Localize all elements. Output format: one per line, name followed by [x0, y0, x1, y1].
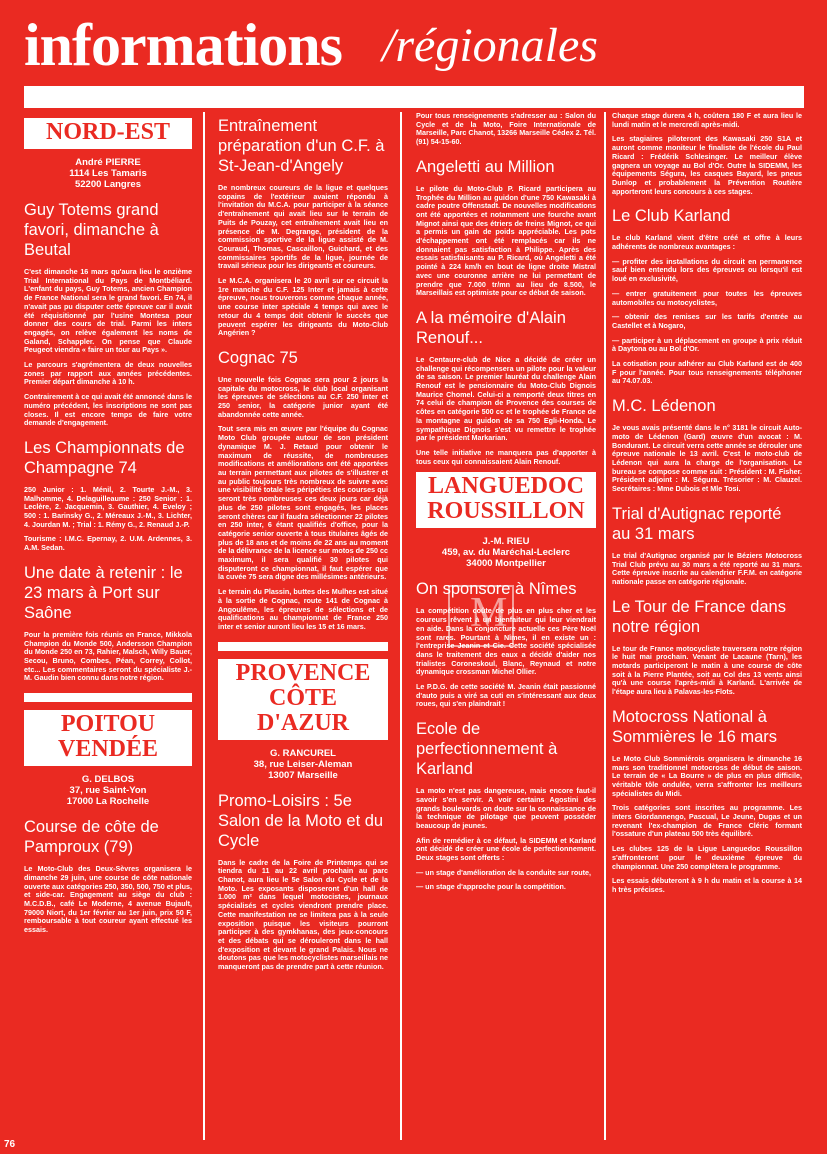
article-headline: Promo-Loisirs : 5e Salon de la Moto et du Cycle: [218, 791, 384, 850]
region-title-line2: CÔTE D'AZUR: [256, 684, 349, 736]
header-rule: [24, 86, 804, 108]
article-headline: Les Championnats de Champagne 74: [24, 438, 185, 477]
article-paragraph: Le club Karland vient d'être créé et offre à leurs adhérents de nombreux avantages :: [612, 233, 802, 252]
article-headline: Trial d'Autignac reporté au 31 mars: [612, 504, 782, 543]
column-1: [24, 112, 192, 1132]
article-paragraph: Le terrain du Plassin, buttes des Mulhes est situé à la sortie de Cognac, route 141 de Cognac à Angoulême, les épreuves de sélections et de qualifications au championnat de France 250 inter et senior auront lieu les 15 et 16 mars.: [218, 587, 388, 631]
article-paragraph: Le trial d'Autignac organisé par le Béziers Motocross Trial Club prévu au 30 mars a été reporté au 31 mars. Cette épreuve inscrite au calendrier F.F.M. en catégorie nationale passe en catégorie régionale.: [612, 550, 802, 586]
article-headline: Motocross National à Sommières le 16 mars: [612, 707, 778, 746]
correspondent-street: 459, av. du Maréchal-Leclerc: [441, 547, 571, 559]
article-totems: [24, 200, 192, 428]
article-paragraph: La compétition coûte de plus en plus cher et les coureurs rêvent à un bienfaiteur qui leur viendrait en aide. Dans la conjoncture actuelle ces Père Noël sont rares. Pourtant à Nîmes, il en existe un : l'entreprise Jeanin et Cie. Cette société spécialisée dans le traitement des eaux a décidé d'aider nos trialistes Coroneskoul, Blanc, Reynaud et notre dynamique crossman Michel Ollier.: [416, 606, 596, 677]
correspondent-city: 34000 Montpellier: [466, 558, 546, 570]
region-title-line1: POITOU: [60, 711, 156, 738]
article-paragraph: Le P.D.G. de cette société M. Jeanin était passionné d'auto puis a viré sa cuti en s'intéressant aux deux roues, qui s'en plaindrait !: [416, 682, 596, 709]
region-banner-poitou-vendee: [24, 710, 192, 766]
article-paragraph: Les clubes 125 de la Ligue Languedoc Roussillon s'affronteront pour le deuxième épreuve du championnat. Une 250 complètera le programme.: [612, 844, 802, 871]
article-paragraph: Une nouvelle fois Cognac sera pour 2 jours la capitale du motocross, le club local organisant les épreuves de sélections au C.F. 250 inter et 250 senior, la catégorie junior ayant été abandonnée cette année.: [218, 374, 388, 419]
correspondent-street: 1114 Les Tamaris: [69, 168, 147, 179]
correspondent-street: 37, rue Saint-Yon: [69, 785, 147, 797]
article-headline: Ecole de perfectionnement à Karland: [416, 720, 558, 779]
article-sommieres: [612, 707, 802, 895]
correspondent-name: G. DELBOS: [81, 774, 135, 786]
article-paragraph: Le parcours s'agrémentera de deux nouvelles zones par rapport aux années précédentes. Premier départ dimanche à 10 h.: [24, 360, 192, 387]
article-paragraph: Chaque stage durera 4 h, coûtera 180 F et aura lieu le lundi matin et le mercredi après-midi.: [612, 112, 802, 129]
correspondent-name: G. RANCUREL: [270, 747, 336, 759]
article-paragraph: Pour tous renseignements s'adresser au : Salon du Cycle et de la Moto, Foire Internationale de Marseille, Parc Chanot, 13266 Marseille Cédex 2. Tél. (91) 54-15-60.: [416, 112, 596, 147]
region-banner-provence: [218, 659, 388, 740]
article-salon-contact: [416, 112, 596, 147]
article-paragraph: 250 Junior : 1. Ménil, 2. Tourte J.-M., 3. Malhomme, 4. Delaguilleaume : 250 Senior : 1. Leclère, 2. Jacquemin, 3. Gauthier, 4. Eveloy ; 500 : 1. Barinsky G., 2. Méreaux J.-M., 3. Lichter, 4. Jourdan M. ; Trial : 1. Rémy G., 2. Renaud J.-P.: [24, 484, 192, 529]
header-title-italic: /régionales: [382, 19, 598, 72]
correspondent-address: [218, 748, 388, 781]
article-paragraph: — un stage d'approche pour la compétition.: [416, 882, 566, 892]
article-headline: Angeletti au Million: [416, 157, 555, 176]
article-paragraph: — obtenir des remises sur les tarifs d'entrée au Castellet et à Nogaro,: [612, 312, 802, 330]
article-paragraph: Tout sera mis en œuvre par l'équipe du Cognac Moto Club groupée autour de son président dynamique M. J. Retaud pour obtenir le maximum de réussite, de nombreuses modifications et améliorations ont été apportées au terrain permettant aux pilotes de s'illustrer et au public toujours très nombreux de suivre avec une visibilité totale les péripéties des courses qui seront très nombreuses ces deux jours car déjà plus de 250 pilotes sont engagés, les places seront chères car il faudra sélectionner 22 pilotes en 250 inter, 6 étant qualifiés d'office, pour la catégorie senior ouverte à tous titulaires âgés de plus de 18 ans et de moins de 22 ans au moment de la délivrance de la licence sur motos de 250 cc maximum, il sera qualifié 30 pilotes qui disputeront ce championnat, il faut espérer que la cuvée 75 sera digne des millésimes antérieurs.: [218, 424, 388, 582]
article-tour-de-france: [612, 597, 802, 697]
article-paragraph: — entrer gratuitement pour toutes les épreuves automobiles ou motocyclistes,: [612, 288, 802, 307]
correspondent-address: [416, 536, 596, 569]
page-header: [24, 8, 804, 78]
separator-band: [218, 642, 388, 651]
library-stamp-watermark: [448, 585, 514, 647]
article-paragraph: Une telle initiative ne manquera pas d'apporter à tous ceux qui connaissaient Alain Renouf.: [416, 447, 596, 466]
article-angely: [218, 116, 388, 338]
correspondent-city: 17000 La Rochelle: [66, 796, 150, 808]
article-headline: Entraînement préparation d'un C.F. à St-Jean-d'Angely: [218, 117, 385, 175]
correspondent-city: 52200 Langres: [74, 179, 141, 190]
correspondent-address: [24, 157, 192, 190]
article-paragraph: Les essais débuteront à 9 h du matin et la course à 14 h très précises.: [612, 876, 802, 894]
article-pamproux: [24, 817, 192, 935]
article-paragraph: De nombreux coureurs de la ligue et quelques copains de l'extérieur avaient répondu à l'invitation du M.C.A. pour participer à la séance d'entraînement qui avait lieu sur le terrain de Puits de Pouzay, cet entraînement avait lieu en présence de M. Degrange, président de la commission sportive de la ligue assisté de M. Couraud, Thomas, Cascaillon, Guichard, et des commissaires sportifs de la ligue, journée de travail sérieux pour les dirigeants et coureurs.: [218, 183, 388, 271]
article-paragraph: Le pilote du Moto-Club P. Ricard participera au Trophée du Million au guidon d'une 750 Kawasaki à cadre poutre Offenstadt. De nouvelles modifications ont été apportées et notamment une fourche avant Mignot ainsi que des étriers de freins Mignot, ce qui a permis un gain de poids appréciable. Les pots d'échappement ont été remplacés car ils ne donnaient pas satisfaction à Philippe. Après des essais satisfaisants au P. Ricard, où Angeletti a été pointé à 224 km/h en bout de ligne droite Mistral avec une couronne arrière ne lui permettant de prendre que 7.000 tr/mn au lieu de 8.500, le Marseillais est optimiste pour ce début de saison.: [416, 183, 596, 298]
article-paragraph: — un stage d'amélioration de la conduite sur route,: [416, 867, 592, 877]
article-club-karland: [612, 206, 802, 386]
article-angeletti: [416, 157, 596, 298]
article-paragraph: Le Moto-Club des Deux-Sèvres organisera le dimanche 29 juin, une course de côte nationale ouverte aux catégories 250, 350, 500, 750 et plus, et side-car. Engagement au siège du club : M.C.D.B., café Le Moderne, 4 avenue Bujault, 79000 Niort, du 1er février au 1er juin, prix 50 F, remboursable à tout coureur ayant effectué les essais.: [24, 864, 192, 935]
article-cognac: [218, 348, 388, 632]
column-divider: [604, 112, 606, 1140]
article-paragraph: Le tour de France motocycliste traversera notre région le huit mai prochain. Venant de Lacaune (Tarn), les motards participeront le matin à une course de côte soit à la Pierre Plantée, soit au Col des 13 vents ainsi qu'à une course l'après-midi à Karland. L'arrivée de l'étape aura lieu à Palavas-les-Flots.: [612, 643, 802, 697]
article-headline: Course de côte de Pamproux (79): [24, 818, 159, 857]
article-headline: Une date à retenir : le 23 mars à Port sur Saône: [24, 563, 183, 622]
column-divider: [400, 112, 402, 1140]
article-port-sur-saone: [24, 563, 192, 683]
article-paragraph: Le Centaure-club de Nice a décidé de créer un challenge qui récompensera un pilote pour la valeur de sa saison. Le premier lauréat du challenge Alain Renouf est le pensionnaire du Moto-Club Dignois Maurice Chomel. Celui-ci a remporté deux titres en 74 celui de champion de Provence des courses de côtes en catégorie 500 cc et le trophée de France de la montagne au guidon de sa 750 Egli-Honda. Le sympathique Dignois s'est vu remettre le trophée par le président Markarian.: [416, 354, 596, 443]
region-title-line2: VENDÉE: [57, 736, 159, 763]
article-paragraph: Trois catégories sont inscrites au programme. Les inters Giordannengo, Pascual, Le Jeune, Dugas et un revenant l'ex-champion de France Cléric formant l'ossature d'un plateau 500 très équilibré.: [612, 803, 802, 839]
article-headline: A la mémoire d'Alain Renouf...: [416, 308, 566, 347]
article-ledenon: [612, 396, 802, 494]
separator-band: [24, 693, 192, 702]
region-banner-nord-est: [24, 118, 192, 149]
article-paragraph: — profiter des installations du circuit en permanence sauf bien entendu lors des épreuves ou lorsqu'il est loué en exclusivité,: [612, 256, 802, 284]
article-paragraph: Les stagiaires piloteront des Kawasaki 250 S1A et auront comme moniteur le finaliste de l'école du Paul Ricard : Frédérik Schlesinger. Le meilleur élève gagnera un voyage au Bol d'Or. Outre la SIDEMM, les équipements Ségura, les casques Bayard, les pneus Dunlop et probablement la Prévention Routière apporteront leurs concours à ces stages.: [612, 134, 802, 196]
correspondent-street: 38, rue Leiser-Aleman: [253, 758, 353, 770]
article-headline: Guy Totems grand favori, dimanche à Beutal: [24, 201, 159, 259]
article-paragraph: Le Moto Club Sommiérois organisera le dimanche 16 mars son traditionnel motocross de début de saison. Le terrain de « La Bourre » de plus en plus difficile, véritable tôle ondulée, verra s'affronter les meilleurs spécialistes du Midi.: [612, 753, 802, 798]
article-promo-loisirs: [218, 791, 388, 972]
watermark-letter: M: [470, 590, 508, 636]
region-title-line2: ROUSSILLON: [427, 498, 585, 525]
article-champagne: [24, 438, 192, 553]
article-autignac: [612, 504, 802, 587]
article-paragraph: Le M.C.A. organisera le 20 avril sur ce circuit la 1re manche du C.F. 125 Inter et jamais à cette épreuve, nous trouverons comme chaque année, une course inter spéciale 4 temps qui avec le retour du 4 temps doit obtenir le succès que peuvent espérer les dirigeants du Moto-Club Angérien ?: [218, 276, 388, 338]
article-paragraph: La cotisation pour adhérer au Club Karland est de 400 F pour l'année. Pour tous renseignements téléphoner au 74.07.03.: [612, 359, 802, 386]
correspondent-name: J.-M. RIEU: [482, 536, 530, 548]
article-headline: Le Tour de France dans notre région: [612, 597, 786, 636]
article-paragraph: Contrairement à ce qui avait été annoncé dans le numéro précédent, les inscriptions ne sont pas closes. Il est encore temps de faire votre demande d'engagement.: [24, 392, 192, 428]
correspondent-name: André PIERRE: [75, 157, 141, 168]
region-title-line1: LANGUEDOC: [427, 473, 584, 500]
article-headline: Cognac 75: [218, 348, 298, 367]
article-paragraph: C'est dimanche 16 mars qu'aura lieu le onzième Trial International du Pays de Montbéliard. L'enfant du pays, Guy Totems, ancien Champion de France National sera le grand favori. En 74, il n'avait pas pu disputer cette épreuve car il avait été réquisitionné par l'usine Montesa pour donner des cours de trial. Parmi les inters engagés, on relève également les noms de Galand, Schappler. On pense que Claude Peugeot viendra « faire un tour au Pays ».: [24, 267, 192, 355]
article-headline: Le Club Karland: [612, 207, 731, 226]
article-paragraph: — participer à un déplacement en groupe à prix réduit à Daytona ou au Bol d'Or.: [612, 335, 802, 354]
article-paragraph: Pour la première fois réunis en France, Mikkola Champion du Monde 500, Andersson Champion du Monde 250 en 73, Rahier, Malsch, Willy Bauer, Secou, Bruno, Combes, Péan, Correy, Collot, etc... Les commentaires seront du spécialiste J.-M. Gaudin bien connu dans notre région.: [24, 629, 192, 683]
region-title-line1: PROVENCE: [235, 659, 371, 686]
article-paragraph: Dans le cadre de la Foire de Printemps qui se tiendra du 11 au 22 avril prochain au parc Chanot, aura lieu le 5e Salon du Cycle et de la Moto. Les exposants disposeront d'un hall de 1.000 m² dans lequel motocistes, journaux spécialisés et cycles viendront prendre place. Cette manifestation ne se limitera pas à la seule exposition puisque les visiteurs pourront participer à des gymkhanas, des jeux-concours et des débats qui se dérouleront dans le hall d'exposition et devant le grand Palais. Nous ne doutons pas que les motocyclistes marseillais ne manqueront pas de prendre part à cette réunion.: [218, 857, 388, 972]
article-paragraph: Tourisme : I.M.C. Epernay, 2. U.M. Ardennes, 3. A.M. Sedan.: [24, 534, 192, 553]
column-2: [218, 112, 388, 1132]
region-banner-languedoc: [416, 472, 596, 528]
article-headline: M.C. Lédenon: [612, 397, 716, 416]
article-ecole-karland: [416, 719, 596, 892]
correspondent-city: 13007 Marseille: [268, 769, 338, 781]
article-paragraph: La moto n'est pas dangereuse, mais encore faut-il savoir s'en servir. A voir certains Agostini des grands boulevards on doute sur la connaissance de la technique de pilotage que peuvent posséder beaucoup de jeunes.: [416, 786, 596, 830]
region-title: NORD-EST: [45, 119, 171, 145]
column-divider: [203, 112, 205, 1140]
column-4: [612, 112, 802, 1132]
page-number: 76: [4, 1139, 16, 1150]
article-paragraph: Je vous avais présenté dans le n° 3181 le circuit Auto-moto de Lédenon (Gard) œuvre d'un avocat : M. Bondurant. Le circuit verra cette année se dérouler une épreuve nationale le 13 avril. C'est le moto-club de Lédenon qui aura la charge de l'organisation. Le bureau se compose comme suit : Président : M. Fisher. Président adjoint : M. Ségura. Trésorier : M. Clauzel. Secrétaires : Mme Dubois et Mle Tosi.: [612, 423, 802, 494]
article-stage: [612, 112, 802, 196]
header-title-main: informations: [24, 12, 342, 78]
article-paragraph: Afin de remédier à ce défaut, la SIDEMM et Karland ont décidé de créer une école de perfectionnement. Deux stages sont offerts :: [416, 835, 596, 863]
article-headline: On sponsore à Nîmes: [416, 580, 577, 599]
article-renouf: [416, 308, 596, 466]
correspondent-address: [24, 774, 192, 807]
